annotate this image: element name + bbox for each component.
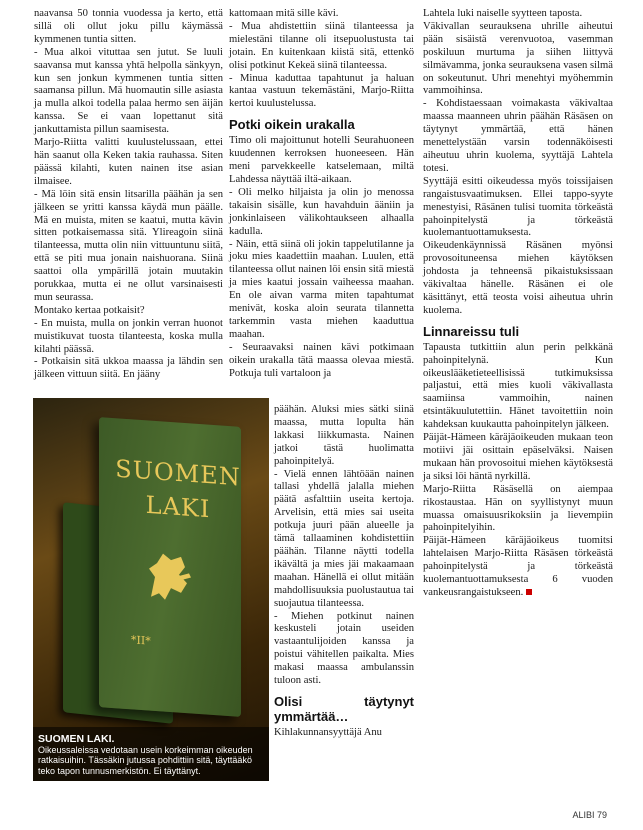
paragraph: Syyttäjä esitti oikeudessa myös toissijaisen rangaistusvaatimuksen. Ellei tappo-syyte menestyisi, Räsänen tulisi tuomita törkeästä pahoinpitelystä ja törkeästä kuolemantuottamuksesta. <box>423 175 613 239</box>
section-heading: Linnareissu tuli <box>423 323 520 339</box>
paragraph: Montako kertaa potkaisit? <box>34 304 145 316</box>
paragraph: Lahtela luki naiselle syytteen taposta. <box>423 8 583 19</box>
section-heading: Olisi täytynyt ymmärtää… <box>274 693 414 724</box>
paragraph: kattomaan mitä sille kävi. <box>229 8 339 19</box>
paragraph: Oikeudenkäynnissä Räsänen myönsi provosoituneensa miehen käytöksen johdosta ja tehneensä pikaistuksissaan väkivaltaa hänelle. Räsänen ei ole käsittänyt, että teosta voisi aiheutua uhrin kuolema. <box>423 240 613 316</box>
paragraph: Kihlakunnansyyttäjä Anu <box>274 726 382 738</box>
section-heading: Potki oikein urakalla <box>229 117 355 133</box>
lion-emblem-icon <box>141 546 197 610</box>
book-title <box>113 451 243 528</box>
paragraph: päähän. Aluksi mies sätki siinä maassa, mutta lopulta hän lakkasi liikkumasta. Nainen jatkoi tästä huolimatta pahoinpitelyä. <box>274 404 414 467</box>
paragraph: - Seuraavaksi nainen kävi potkimaan oikein urakalla tätä maassa olevaa miestä. Potkuja tuli vartaloon ja <box>229 341 414 379</box>
page-footer: ALIBI 79 <box>572 810 607 820</box>
law-book-photo <box>33 398 269 781</box>
article-column-3 <box>423 8 613 600</box>
paragraph: - Vielä ennen lähtöään nainen tallasi yhdellä jalalla miehen päätä asfalttiin useita kertoja. Arvelisin, että mies sai useita potkuja juuri pään alueelle ja tämä tallaaminen kohdistettiin päähän. Tilanne näytti todella ikävältä ja mies jäi makaamaan maahan. Hänellä ei ollut mitään mahdollisuuksia puolustautua tai suojautua tilanteessa. <box>274 468 414 609</box>
caption-body: Oikeussaleissa vedotaan usein korkeimman oikeuden ratkaisuihin. Tässäkin jutussa pohdittiin sitä, täyttääkö teko tapon tunnusmerkistön. Ei täyttänyt. <box>38 744 253 776</box>
paragraph: Timo oli majoittunut hotelli Seurahuoneen kuudennen kerroksen huoneeseen. Hän meni parvekkeelle katselemaan, miltä Lahdessa näyttää iltä-aikaan. <box>229 135 414 185</box>
paragraph: - Minua kaduttaa tapahtunut ja haluan kantaa vastuun tekemästäni, Marjo-Riitta kertoi kuulustelussa. <box>229 72 414 110</box>
book-title-line: SUOMEN <box>115 454 241 492</box>
paragraph: - Mä löin sitä ensin litsarilla päähän ja sen jälkeen se yritti kanssa käydä mun päälle. Mä en muista, miten se kaatui, mutta kävin sitten potkaisemassa sitä. Ylireagoin siinä tilanteessa, mutta olin niin vittuuntunu siitä, että se piti mua jonain naishuorana. Siinä saattoi olla ympärillä jotain muutakin porukkaa, mutta ei ne ollut varsinaisesti mun seurassa. <box>34 188 223 303</box>
photo-caption <box>33 727 269 782</box>
paragraph: - Kohdistaessaan voimakasta väkivaltaa maassa maanneen uhrin päähän Räsäsen on täytynyt ymmärtää, että hänen menettelystään varsin todennäköisesti aiheutuu uhrin kuolema, syyttäjä Lahtela totesi. <box>423 98 613 174</box>
paragraph-text: Päijät-Hämeen käräjäoikeus tuomitsi lahtelaisen Marjo-Riitta Räsäsen törkeästä pahoinpitelystä ja törkeästä kuolemantuottamuksesta 6 vuoden vankeusrangaistukseen. <box>423 535 613 598</box>
paragraph <box>423 535 613 600</box>
paragraph: Väkivallan seurauksena uhrille aiheutui pään sisäistä verenvuotoa, vasemman poskiluun murtuma ja siihen liittyvä silmävamma, jonka seurauksena vasen silmä on sokeutunut. Uhri menehtyi myöhemmin vammoihinsa. <box>423 20 613 97</box>
paragraph: Päijät-Hämeen käräjäoikeuden mukaan teon motiivi jäi osittain epäselväksi. Naisen mukaan hän provosoitui miehen käytöksestä ja siksi löi häntä nyrkillä. <box>423 432 613 482</box>
paragraph: Marjo-Riitta Räsäsellä on aiempaa rikostaustaa. Hän on syyllistynyt muun muassa omaisuusrikoksiin ja lievempiin pahoinpitelyihin. <box>423 483 613 534</box>
article-column-1 <box>34 8 223 382</box>
paragraph: - Näin, että siinä oli jokin tappelutilanne ja joku mies kaadettiin maahan. Luulen, että tilanteessa ollut nainen löi ensin sitä miestä ja mies kaatui jossain vaiheessa maahan. En ole aivan varma miten tapahtumat menivät, koska aloin seurata tilannetta tarkemmin vasta miehen kaaduttua maahan. <box>229 238 414 340</box>
end-mark-icon <box>526 589 532 595</box>
paragraph: - Miehen potkinut nainen keskusteli jotain useiden vastaantulijoiden kanssa ja poistui vähitellen paikalta. Mies makasi maassa ambulanssin tuloon asti. <box>274 610 414 687</box>
article-column-2 <box>229 8 414 380</box>
paragraph: - Oli melko hiljaista ja olin jo menossa takaisin sisälle, kun havahduin ääniin ja jonkinlaiseen välikohtaukseen alhaalla kadulla. <box>229 186 414 237</box>
paragraph: - En muista, mulla on jonkin verran huonot muistikuvat tuosta tilanteesta, koska mulla kilahti päässä. <box>34 317 223 355</box>
caption-title: SUOMEN LAKI. <box>38 732 115 745</box>
paragraph: - Mua alkoi vituttaa sen jutut. Se luuli saavansa mut kanssa yhtä helpolla sänkyyn, kun sen jonkun kymmenen tuntia sitten saamansa pillun. Mä huomautin sille asiasta ja mulla alkoi todella palaa hermo sen äijän kanssa. Se ei vaan lopettanut sitä jankuttamista pillun saamisesta. <box>34 46 223 136</box>
article-column-2-continued <box>274 404 414 740</box>
paragraph: - Mua ahdistettiin siinä tilanteessa ja mielestäni tilanne oli itsepuolustusta tai jotain. En kuitenkaan kiistä sitä, ettenkö olisi potkinut Kekeä siinä tilanteessa. <box>229 20 414 71</box>
paragraph: - Potkaisin sitä ukkoa maassa ja lähdin sen jälkeen vittuun siitä. En jääny <box>34 356 223 381</box>
book-title-line: LAKI <box>145 490 211 524</box>
book-volume: *II* <box>131 633 151 648</box>
paragraph: Tapausta tutkittiin alun perin pelkkänä pahoinpitelynä. Kun oikeuslääketieteellisissä tutkimuksissa paljastui, että mies kuoli väkivallasta saamiinsa vammoihin, nainen etsintäkuulutettiin. Hänet tavoitettiin noin kahdeksan kuukautta pahoinpitelyn jälkeen. <box>423 341 613 431</box>
paragraph: Marjo-Riitta valitti kuulustelussaan, ettei hän saanut olla Keken takia rauhassa. Siten päässä kilahti, kuten nainen itse asian ilmaisee. <box>34 137 223 187</box>
paragraph: naavansa 50 tonnia vuodessa ja kerto, että sillä oli ollut joku pillu käymässä kymmenen tuntia sitten. <box>34 8 223 45</box>
